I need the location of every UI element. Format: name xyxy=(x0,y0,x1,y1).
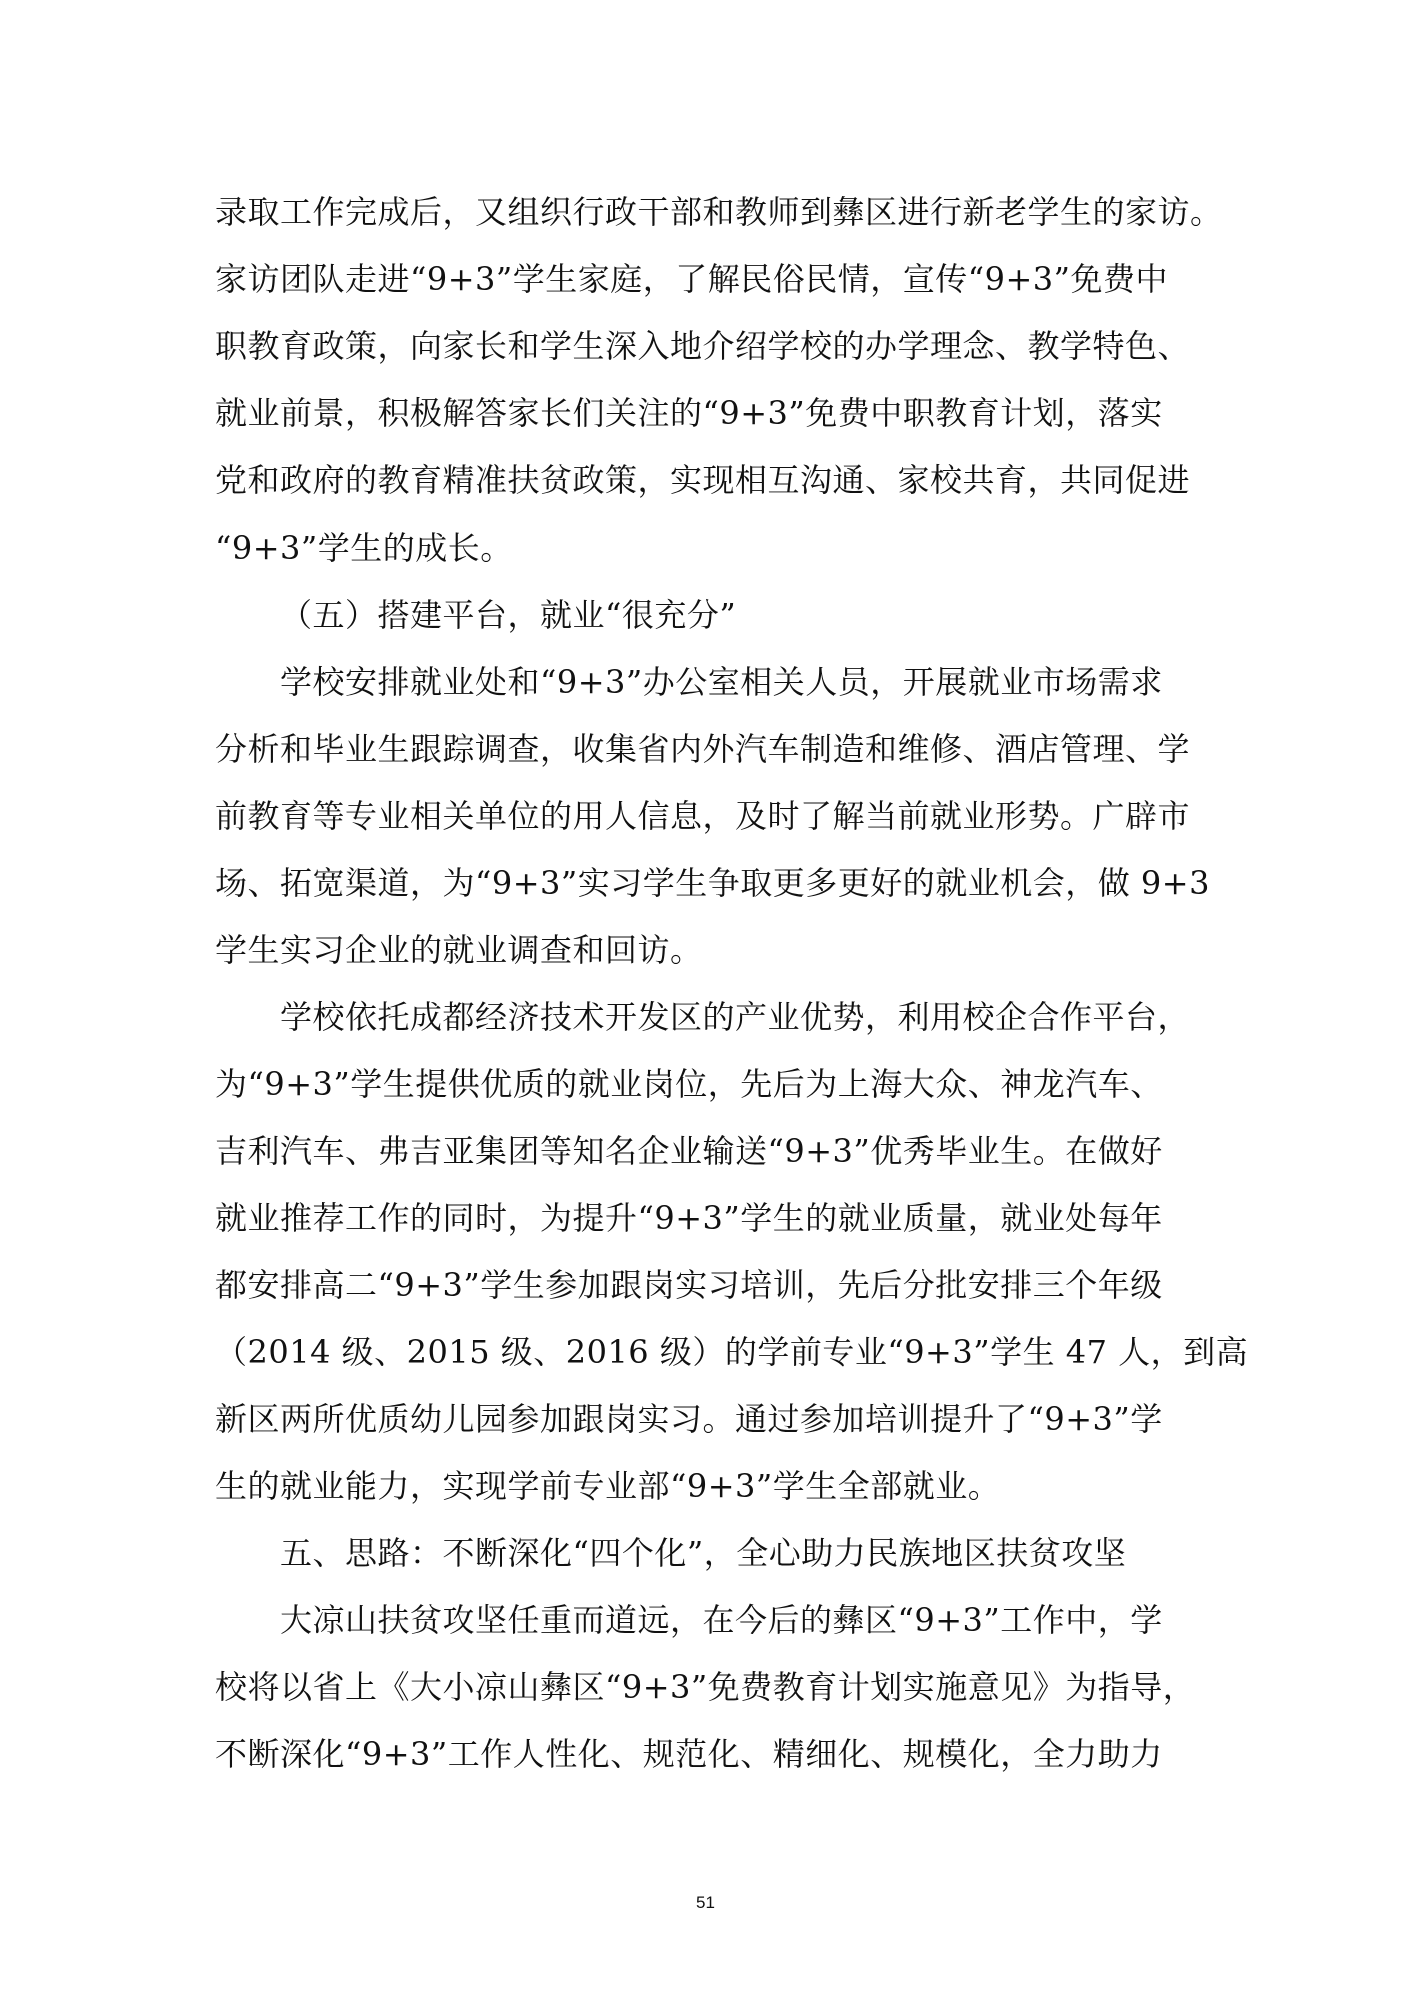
paragraph-start: 学校依托成都经济技术开发区的产业优势，利用校企合作平台， xyxy=(280,998,1191,1036)
text-line: 前教育等专业相关单位的用人信息，及时了解当前就业形势。广辟市 xyxy=(215,797,1191,835)
text-line: 新区两所优质幼儿园参加跟岗实习。通过参加培训提升了“9+3”学 xyxy=(215,1400,1163,1438)
text-line: 学生实习企业的就业调查和回访。 xyxy=(215,931,703,969)
text-line: 就业前景，积极解答家长们关注的“9+3”免费中职教育计划，落实 xyxy=(215,394,1163,432)
text-line: 吉利汽车、弗吉亚集团等知名企业输送“9+3”优秀毕业生。在做好 xyxy=(215,1132,1163,1170)
section-heading: （五）搭建平台，就业“很充分” xyxy=(280,596,737,634)
paragraph-start: 大凉山扶贫攻坚任重而道远，在今后的彝区“9+3”工作中，学 xyxy=(280,1601,1163,1639)
text-line: 生的就业能力，实现学前专业部“9+3”学生全部就业。 xyxy=(215,1467,1001,1505)
text-line: 不断深化“9+3”工作人性化、规范化、精细化、规模化，全力助力 xyxy=(215,1735,1163,1773)
text-line: 就业推荐工作的同时，为提升“9+3”学生的就业质量，就业处每年 xyxy=(215,1199,1163,1237)
section-heading: 五、思路：不断深化“四个化”，全心助力民族地区扶贫攻坚 xyxy=(280,1534,1127,1572)
paragraph-start: 学校安排就业处和“9+3”办公室相关人员，开展就业市场需求 xyxy=(280,663,1163,701)
text-line: 职教育政策，向家长和学生深入地介绍学校的办学理念、教学特色、 xyxy=(215,327,1191,365)
text-line: （2014 级、2015 级、2016 级）的学前专业“9+3”学生 47 人，到高 xyxy=(215,1333,1249,1371)
text-line: 场、拓宽渠道，为“9+3”实习学生争取更多更好的就业机会，做 9+3 xyxy=(215,864,1210,902)
text-line: 校将以省上《大小凉山彝区“9+3”免费教育计划实施意见》为指导， xyxy=(215,1668,1196,1706)
page-number: 51 xyxy=(696,1893,715,1912)
text-line: 为“9+3”学生提供优质的就业岗位，先后为上海大众、神龙汽车、 xyxy=(215,1065,1163,1103)
text-line: “9+3”学生的成长。 xyxy=(215,529,513,567)
text-line: 分析和毕业生跟踪调查，收集省内外汽车制造和维修、酒店管理、学 xyxy=(215,730,1191,768)
text-line: 家访团队走进“9+3”学生家庭，了解民俗民情，宣传“9+3”免费中 xyxy=(215,260,1169,298)
text-line: 党和政府的教育精准扶贫政策，实现相互沟通、家校共育，共同促进 xyxy=(215,461,1191,499)
text-line: 都安排高二“9+3”学生参加跟岗实习培训，先后分批安排三个年级 xyxy=(215,1266,1163,1304)
text-line: 录取工作完成后，又组织行政干部和教师到彝区进行新老学生的家访。 xyxy=(215,193,1223,231)
